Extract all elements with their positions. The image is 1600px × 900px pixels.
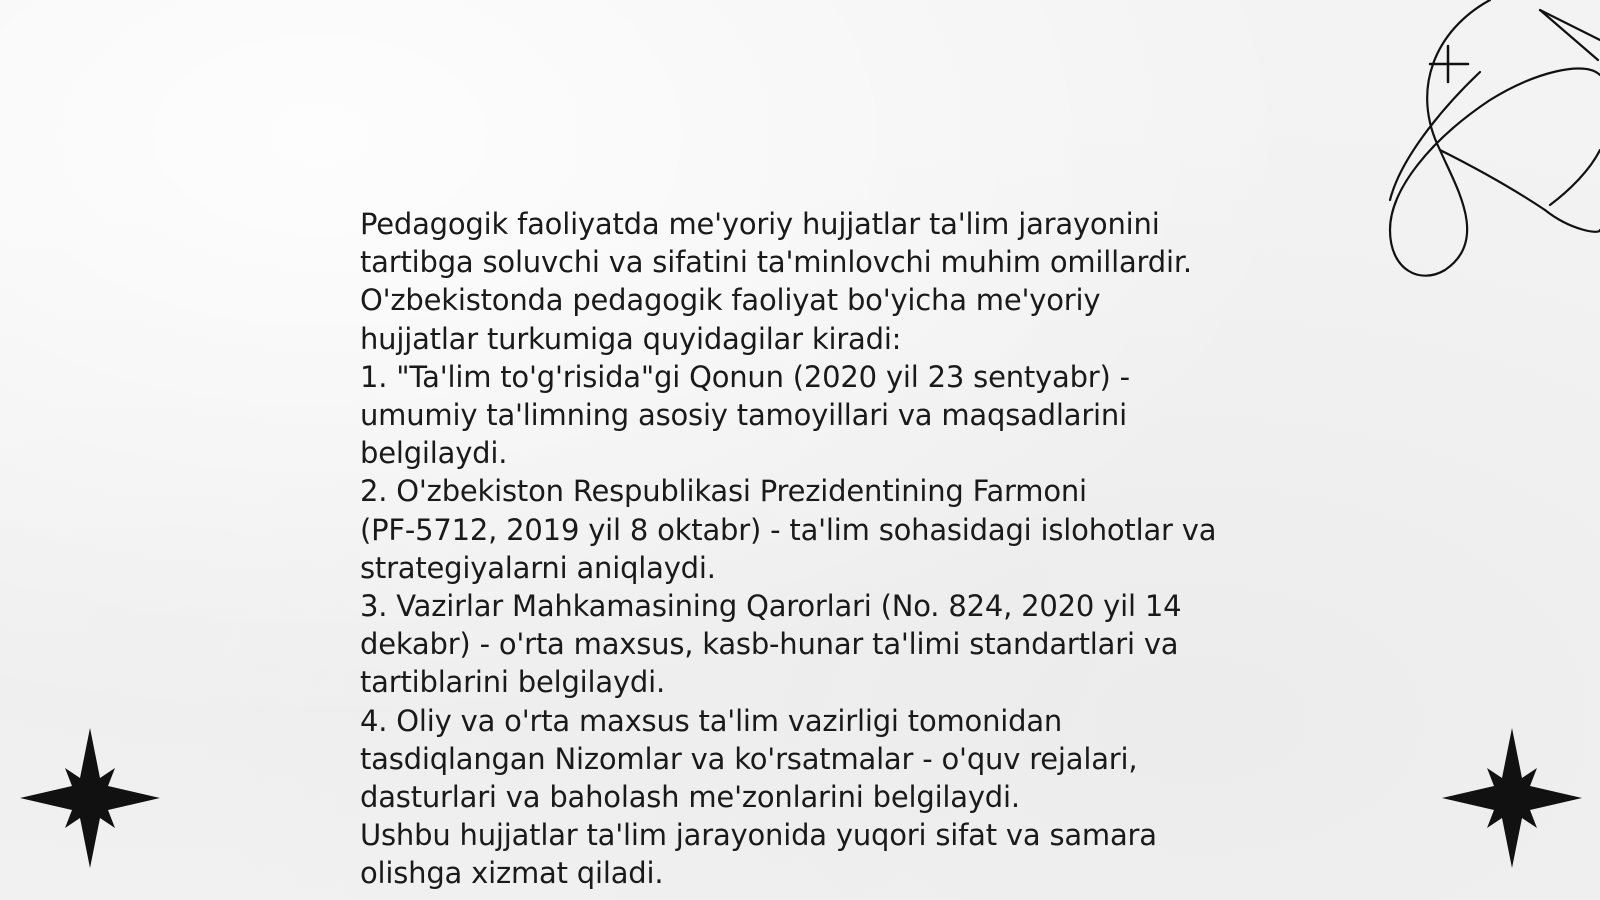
list-item-2: 2. O'zbekiston Respublikasi Prezidentining Farmoni (PF-5712, 2019 yil 8 oktabr) - ta'lim sohasidagi islohotlar va strategiyalarni aniqlaydi. (360, 474, 1217, 585)
conclusion-paragraph: Ushbu hujjatlar ta'lim jarayonida yuqori sifat va samara olishga xizmat qiladi. (360, 818, 1157, 891)
list-item-3: 3. Vazirlar Mahkamasining Qarorlari (No. 824, 2020 yil 14 dekabr) - o'rta maxsus, kasb-hunar ta'limi standartlari va tartiblarini belgilaydi. (360, 589, 1182, 700)
sparkle-icon (1430, 46, 1468, 82)
list-item-1: 1. "Ta'lim to'g'risida"gi Qonun (2020 yil 23 sentyabr) - umumiy ta'limning asosiy tamoyillari va maqsadlarini belgilaydi. (360, 359, 1130, 471)
four-point-star-icon (1442, 728, 1582, 868)
document-body (360, 205, 1260, 893)
four-point-star-icon (20, 728, 160, 868)
intro-paragraph: Pedagogik faoliyatda me'yoriy hujjatlar ta'lim jarayonini tartibga soluvchi va sifatini ta'minlovchi muhim omillardir. O'zbekistonda pedagogik faoliyat bo'yicha me'yoriy hujjatlar turkumiga quyidagilar kiradi: (360, 207, 1192, 356)
orbit-line-art-icon (1340, 0, 1600, 300)
list-item-4: 4. Oliy va o'rta maxsus ta'lim vazirligi tomonidan tasdiqlangan Nizomlar va ko'rsatmalar - o'quv rejalari, dasturlari va baholash me'zonlarini belgilaydi. (360, 703, 1138, 815)
